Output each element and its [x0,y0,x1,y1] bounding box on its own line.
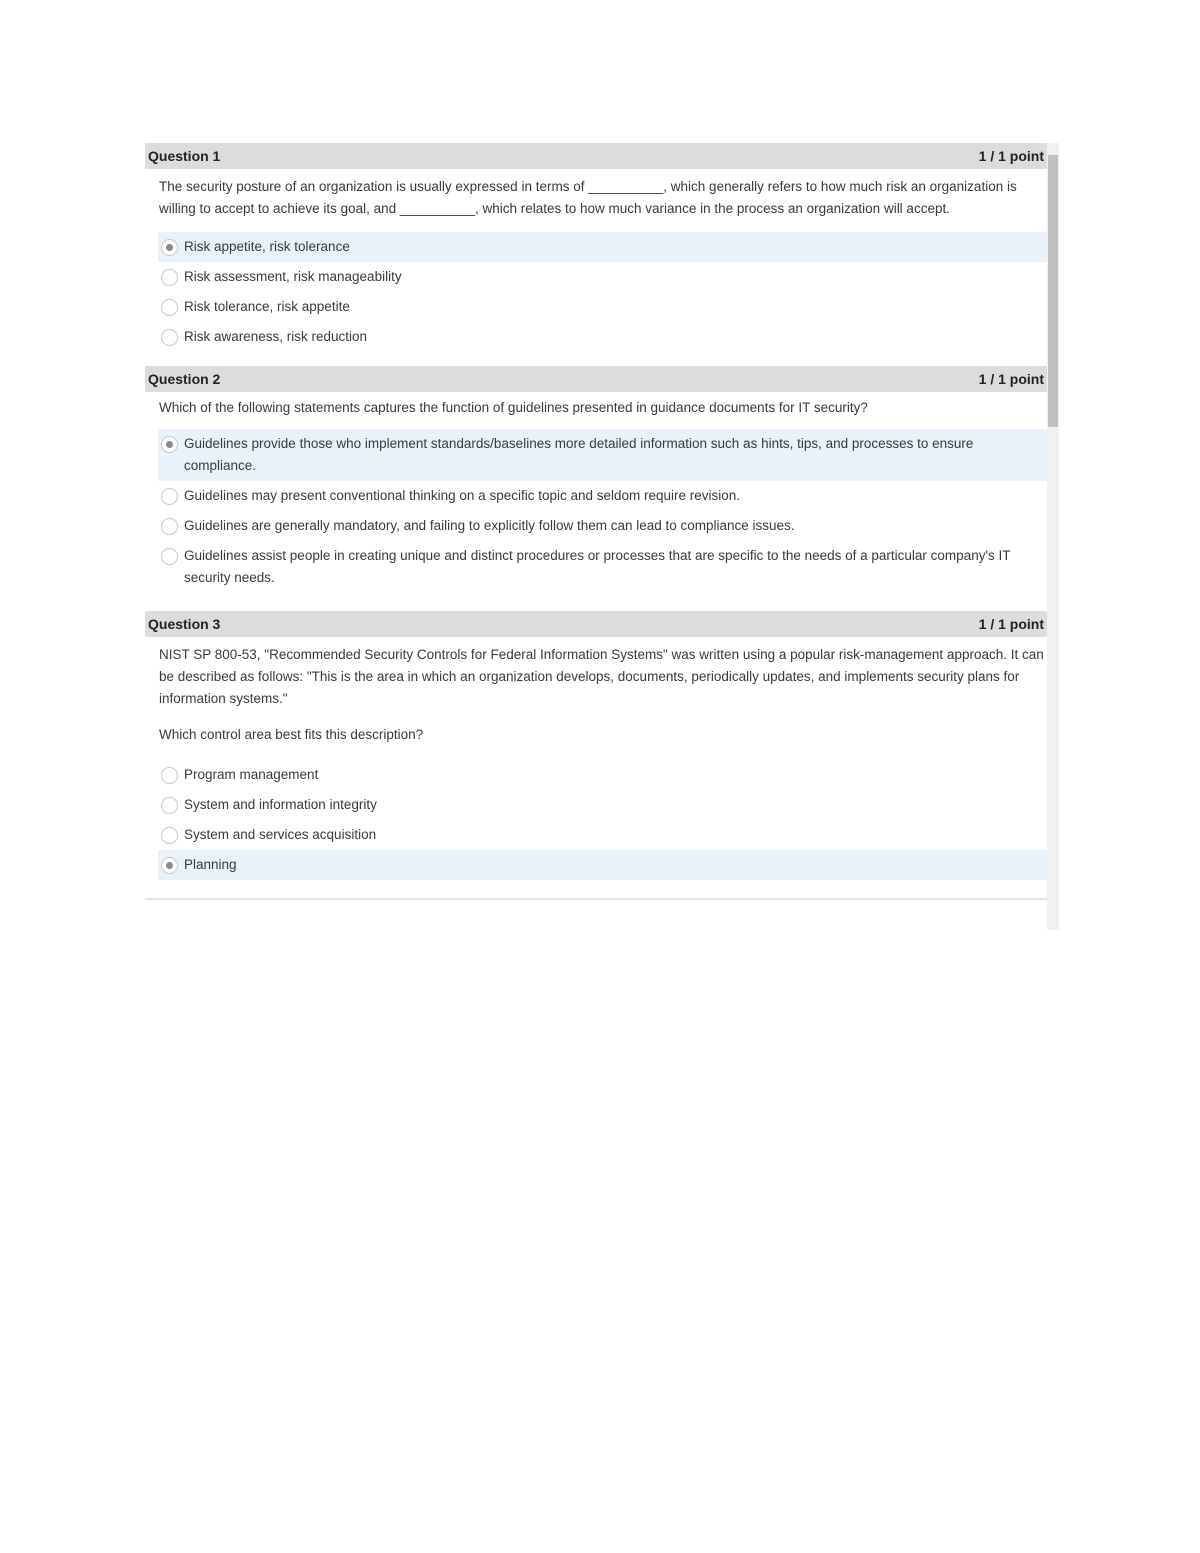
answer-option[interactable] [158,790,1047,820]
question-body [145,392,1047,593]
question-text: Which of the following statements captures the function of guidelines presented in guidance documents for IT security? [159,400,868,415]
answer-option[interactable] [158,262,1047,292]
radio-button[interactable] [161,548,178,565]
question-text: NIST SP 800-53, "Recommended Security Controls for Federal Information Systems" was written using a popular risk-management approach. It can be described as follows: "This is the area in which an organization develops, documents, periodically updates, and implements security plans for information systems." [159,647,1044,706]
question-1 [145,143,1047,352]
answer-option[interactable] [158,850,1047,880]
answer-label: Guidelines may present conventional thinking on a specific topic and seldom require revision. [184,488,741,503]
answer-option[interactable] [158,292,1047,322]
radio-button[interactable] [161,857,178,874]
question-title: Question 3 [148,616,221,632]
radio-button[interactable] [161,767,178,784]
answer-options [158,760,1047,880]
question-body [145,637,1047,880]
question-score: 1 / 1 point [978,148,1044,164]
radio-button[interactable] [161,269,178,286]
radio-selected-dot [166,244,173,251]
answer-label: Risk tolerance, risk appetite [184,299,350,314]
answer-options [158,232,1047,352]
answer-label: Risk awareness, risk reduction [184,329,368,344]
answer-label: Guidelines assist people in creating unique and distinct procedures or processes that are specific to the needs of a particular company's IT security needs. [184,548,1011,585]
question-score: 1 / 1 point [978,616,1044,632]
question-header [145,366,1047,392]
question-2 [145,366,1047,593]
question-score: 1 / 1 point [978,371,1044,387]
answer-label: System and services acquisition [184,827,377,842]
question-header [145,611,1047,637]
answer-label: Risk appetite, risk tolerance [184,239,350,254]
quiz-results [145,143,1047,900]
question-title: Question 2 [148,371,221,387]
answer-options [158,429,1047,593]
answer-label: Guidelines provide those who implement standards/baselines more detailed information such as hints, tips, and processes to ensure compliance. [184,436,974,473]
vertical-scrollbar[interactable] [1047,143,1059,930]
radio-button[interactable] [161,436,178,453]
question-title: Question 1 [148,148,221,164]
question-prompt: Which control area best fits this description? [159,727,424,742]
question-header [145,143,1047,169]
scrollbar-thumb[interactable] [1048,155,1058,427]
answer-label: Program management [184,767,319,782]
radio-selected-dot [166,441,173,448]
radio-button[interactable] [161,329,178,346]
radio-selected-dot [166,862,173,869]
question-text: The security posture of an organization is usually expressed in terms of __________, which generally refers to how much risk an organization is willing to accept to achieve its goal, and __________, which relates to how much variance in the process an organization will accept. [159,179,1017,216]
answer-option[interactable] [158,232,1047,262]
radio-button[interactable] [161,827,178,844]
answer-option[interactable] [158,541,1047,593]
answer-label: System and information integrity [184,797,377,812]
radio-button[interactable] [161,797,178,814]
radio-button[interactable] [161,518,178,535]
radio-button[interactable] [161,299,178,316]
question-3 [145,611,1047,880]
radio-button[interactable] [161,488,178,505]
answer-option[interactable] [158,322,1047,352]
radio-button[interactable] [161,239,178,256]
answer-option[interactable] [158,760,1047,790]
answer-label: Planning [184,857,237,872]
answer-label: Guidelines are generally mandatory, and failing to explicitly follow them can lead to compliance issues. [184,518,795,533]
answer-option[interactable] [158,820,1047,850]
answer-label: Risk assessment, risk manageability [184,269,402,284]
question-body [145,169,1047,352]
answer-option[interactable] [158,429,1047,481]
answer-option[interactable] [158,481,1047,511]
answer-option[interactable] [158,511,1047,541]
